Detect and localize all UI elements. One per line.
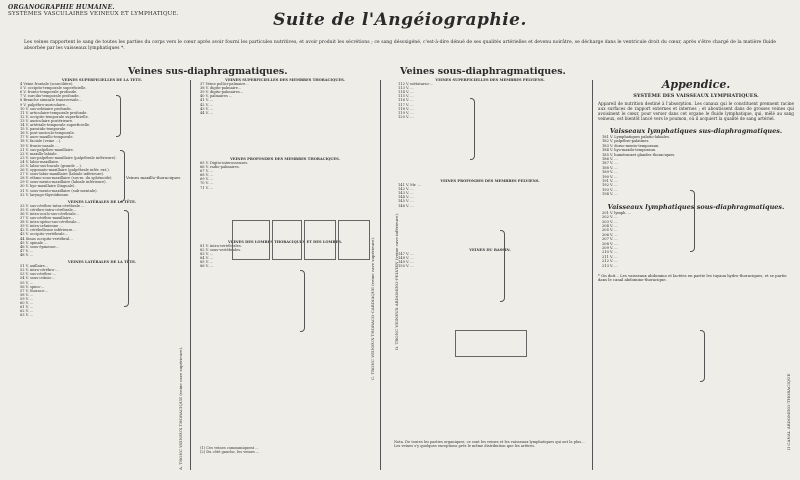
brace xyxy=(470,98,475,160)
appendix-text: Appareil de nutrition destiné à l'absorption. Les canaux qui le constituent prennent racine aux surfaces de rapport externes et internes ; et aboutissent dans de grosses veines qui avoisinent le cœur, pour verser dans cet organe le fluide lymphatique, qui, mêlé au sang veineux, est bientôt lancé vers le poumon, où il acquiert la qualité de sang artériel. xyxy=(598,101,794,121)
col2-heading-3: VEINES DES LOMBES THORACIQUES ET DES LOMBES. xyxy=(228,239,342,244)
col3-list-3: 147 V. ... 148 V. ... 149 V. ... 150 V. ... xyxy=(398,251,414,268)
column-divider xyxy=(592,80,593,470)
table-box xyxy=(455,330,527,357)
col3-vertical-label: D. TRONC VEINEUX ABDOMINO-PELVIEN (veine cave inférieure). xyxy=(394,212,399,350)
appendix-sous-title: Vaisseaux lymphatiques sous-diaphragmatiques. xyxy=(607,202,785,211)
page-title: Suite de l'Angéiographie. xyxy=(273,10,527,30)
column-limb-veins xyxy=(196,78,374,470)
col3-list-2: 141 V. Mr. ... 142 V. ... 143 V. ... 144 V. ... 145 V. ... 146 V. ... xyxy=(398,183,421,208)
intro-paragraph: Les veines rapportent le sang de toutes les parties du corps vers le cœur après avoir fourni les particules nutritives, et avoir produit les sécrétions ; ce sang désoxigéné, c'est-à-dire dénué de ses qualités artérielles et devenu noirâtre, se décharge dans le ventricule droit du cœur, après s'être chargé de la matière fluide absorbée par les vaisseaux lymphatiques *. xyxy=(24,40,776,51)
column-lower-veins xyxy=(388,78,592,470)
brace xyxy=(300,270,305,332)
table-box xyxy=(232,220,270,260)
col2-list-2: 65 V. Digito-interosseuses. 66 V. radio-palmaires. 67 V. ... 68 V. ... 69 V. ... 70 V. ... 71 V. ... xyxy=(200,160,249,190)
brace xyxy=(120,150,125,202)
appendix-sus-list: 181 V. Lymphatiques palatio-labiales. 182 V. palpébro-palatines. 183 V. dorso-mento-temporaux. 184 V. hyo-maxilo-temporaux. 185 V. humérauxet glandes thoraciques. 186 V. ... 187 V. ... 188 V. ... 189 V. ... 190 V. ... 191 V. ... 192 V. ... 193 V. ... 194 V. ... xyxy=(602,135,676,197)
series-title: ORGANOGRAPHIE HUMAINE. xyxy=(8,4,115,11)
col1-list-3: 51 V. axillaire... 52 V. intra-cérébro-... 53 V. sus-cérébro-... 54 V. sous-crânio-... 55 V. ... 56 V. spino-... 57 V. thoraco-... 58 V. ... 59 V. ... 60 V. ... 61 V. ... 62 V. ... 63 V. ... xyxy=(20,264,59,318)
appendix-subtitle: SYSTÈME DES VAISSEAUX LYMPHATIQUES. xyxy=(633,93,759,99)
series-subtitle: SYSTÈMES VASCULAIRES VEINEUX ET LYMPHATIQUE. xyxy=(8,11,179,17)
appendix-title: Appendice. xyxy=(661,78,731,91)
appendix-footnote: * On doit... Les vaisseaux abdomino et lactées en partie les tuyaux hydro-thoraciques, et se partie dans le canal abdomino-thoracique. xyxy=(598,272,787,283)
col1-vertical-label: A. TRONC VEINEUX THORACIQUE (veine cave supérieure). xyxy=(178,346,183,470)
brace xyxy=(124,210,129,307)
table-box xyxy=(304,220,336,260)
column-head-veins xyxy=(14,78,190,470)
col3-footnote: Nota. De toutes les parties organiques, ce sont les veines et les vaisseaux lymphatiques qui ont la plus... Les veines s'y quelques exceptions près le même distribution que les artères. xyxy=(394,440,585,449)
col1-heading-3: VEINES LATÉRALES DE LA TÊTE. xyxy=(67,260,137,265)
appendix-sus-title: Vaisseaux lymphatiques sus-diaphragmatiques. xyxy=(609,127,783,135)
col3-heading-3: VEINES DU BASSIN. xyxy=(469,247,511,252)
col3-list: 112 V. métatarso-... 113 V. ... 114 V. ... 115 V. ... 116 V. ... 117 V. ... 118 V. ... 119 V. ... 120 V. ... xyxy=(398,82,434,119)
table-box xyxy=(272,220,302,260)
col1-bracket-label: Veines maxillo-thoraciques xyxy=(126,175,181,180)
col3-heading-2: VEINES PROFONDES DES MEMBRES PELVIENS. xyxy=(440,178,540,183)
section-title-sus: Veines sus-diaphragmatiques. xyxy=(128,66,288,77)
brace xyxy=(500,230,505,302)
brace xyxy=(700,330,705,382)
col1-heading: VEINES SUPERFICIELLES DE LA TÊTE. xyxy=(61,78,143,82)
col2-list-3: 81 V. intra-vertébrales. 82 V. sous-vertébrales. 83 V. ... 84 V. ... 85 V. ... 86 V. ... xyxy=(200,243,242,269)
col3-heading: VEINES SUPERFICIELLES DES MEMBRES PELVIENS. xyxy=(435,78,545,82)
section-title-sous: Veines sous-diaphragmatiques. xyxy=(400,66,566,77)
col2-heading-2: VEINES PROFONDES DES MEMBRES THORACIQUES. xyxy=(230,156,340,161)
appendix-vertical-label: II CANAL ABDOMINO-THORACIQUE xyxy=(786,373,791,450)
table-box xyxy=(338,220,370,260)
col2-list: 37 Veine pollici-palmaire... 38 V. digito-palmaire... 39 V. digito-palmaires... 40 V. palmaires ... 41 V. ... 42 V. ... 43 V. ... 44 V. ... xyxy=(200,82,249,115)
appendix-sous-list: 201 V. lymph. ... 202 V. ... 203 V. ... 204 V. ... 205 V. ... 206 V. ... 207 V. ... 208 V. ... 209 V. ... 210 V. ... 211 V. ... 212 V. ... 213 V. ... xyxy=(602,210,632,268)
col2-heading: VEINES SUPERFICIELLES DES MEMBRES THORACIQUES. xyxy=(225,78,345,82)
brace xyxy=(116,95,121,137)
brace xyxy=(690,190,695,252)
col1-list: 4 Veine frontale (sourcilière). 5 V. occipito-temporale superficielle. 6 V. fronto-temporale profonde. 7 V. surcilio-temporale profonde. 8 Branche sinusale transversale... 9 V. palpébro-auriculaire... 10 V. sus-orbitaire profonde. 11 V. articulaire-temporale profonde. 12 V. occipito-temporale superficielle. 13 V. auriculaire postérieure. 14 V. artériale-temporale superficielle. 15 V. parotido-temporale. 16 V. post-auriculo-temporale. 17 V. auro-maxillo-temporale. 18 V. faciale (veine ...). 19 V. fronto-nasale ... 21 V. sus-palpébro-maxillaire. 22 V. maxillo-labiale. 23 V. sus-palpébro-maxillaire (palpébrale inférieure). 24 V. labio-maxillaire. 25 V. labio-sus-bucale (grande ...). 26 V. zygomato-maxillaire (palpébrale infér. ext.). 27 V. sous-labio-maxillaire (labiale inférieure). 28 V. ethmo-sous-maxillaire (sus-m. du sphénoide). 29 V. sous-mento-maxillaire (labiale inférieure). 30 V. hyo-maxillaire (linguale). 31 V. sous-mento-maxillaire (sub-mentale). 32 V. laryngo-thyroïdienne. xyxy=(20,82,117,197)
appendix-panel xyxy=(598,78,794,470)
col1-list-2: 33 V. sus-cérébro-intra-cérébrale ... 35 V. cérébro-intra-cérébrale... 36 V. intra-oculo-sus-cérébrale... 37 V. sus-cérébro-maxillaire... 38 V. intra-spéno-sus-cérébrale... 39 V. intra-crânienne ... 42 V. cérébelleuse inférieure... 43 V. occipito-vertébrale... 44 Sinus occipito-vertébral... 45 V. spinale ... 46 V. sous-épineuse... 47 V. ... 48 V. ... xyxy=(20,203,85,257)
column-divider xyxy=(380,80,381,470)
column-divider xyxy=(190,80,191,470)
col2-vertical-label: C. TRONC VEINEUX THORACO-CARDIAQUE (veine cave supérieure). xyxy=(370,236,375,380)
col2-footnote: (1) Ces veines communiquent ... (2) Du côté gauche, les veines ... xyxy=(200,446,260,455)
col1-heading-2: VEINES LATÉRALES DE LA TÊTE. xyxy=(67,199,137,204)
